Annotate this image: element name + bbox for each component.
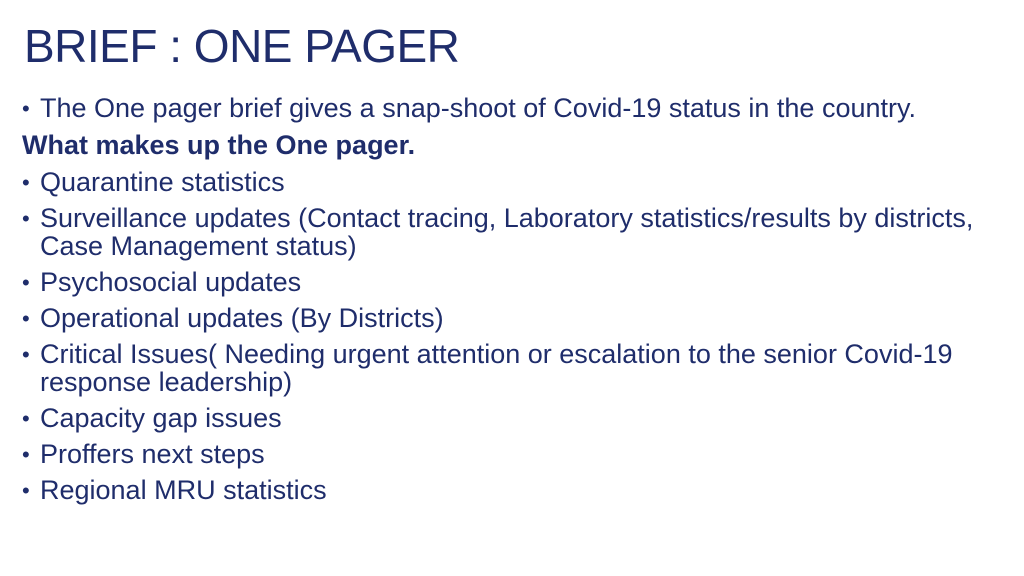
bullet-text: Surveillance updates (Contact tracing, Laboratory statistics/results by districts, Case Management status) [40, 203, 974, 261]
bullet-text: Operational updates (By Districts) [40, 303, 444, 333]
bullet-item-surveillance [22, 204, 1002, 260]
bullet-item-next-steps [22, 440, 1002, 468]
bullet-icon: • [22, 478, 30, 503]
bullet-icon: • [22, 342, 30, 367]
slide-content [22, 94, 1002, 512]
bullet-icon: • [22, 306, 30, 331]
bullet-item-capacity-gap [22, 404, 1002, 432]
section-subheading: What makes up the One pager. [22, 130, 416, 160]
bullet-text: Quarantine statistics [40, 167, 285, 197]
bullet-item-quarantine [22, 168, 1002, 196]
bullet-icon: • [22, 270, 30, 295]
bullet-item-operational [22, 304, 1002, 332]
bullet-text: The One pager brief gives a snap-shoot of Covid-19 status in the country. [40, 93, 916, 123]
bullet-icon: • [22, 206, 30, 231]
bullet-item-psychosocial [22, 268, 1002, 296]
bullet-item-regional-mru [22, 476, 1002, 504]
bullet-item-intro [22, 94, 1002, 122]
bullet-icon: • [22, 96, 30, 121]
bullet-text: Psychosocial updates [40, 267, 302, 297]
bullet-icon: • [22, 170, 30, 195]
bullet-text: Proffers next steps [40, 439, 265, 469]
bullet-text: Capacity gap issues [40, 403, 282, 433]
bullet-icon: • [22, 406, 30, 431]
bullet-icon: • [22, 442, 30, 467]
bullet-text: Critical Issues( Needing urgent attention or escalation to the senior Covid-19 response leadership) [40, 339, 953, 397]
bullet-text: Regional MRU statistics [40, 475, 327, 505]
slide-title: BRIEF : ONE PAGER [24, 20, 460, 72]
bullet-item-critical-issues [22, 340, 1002, 396]
